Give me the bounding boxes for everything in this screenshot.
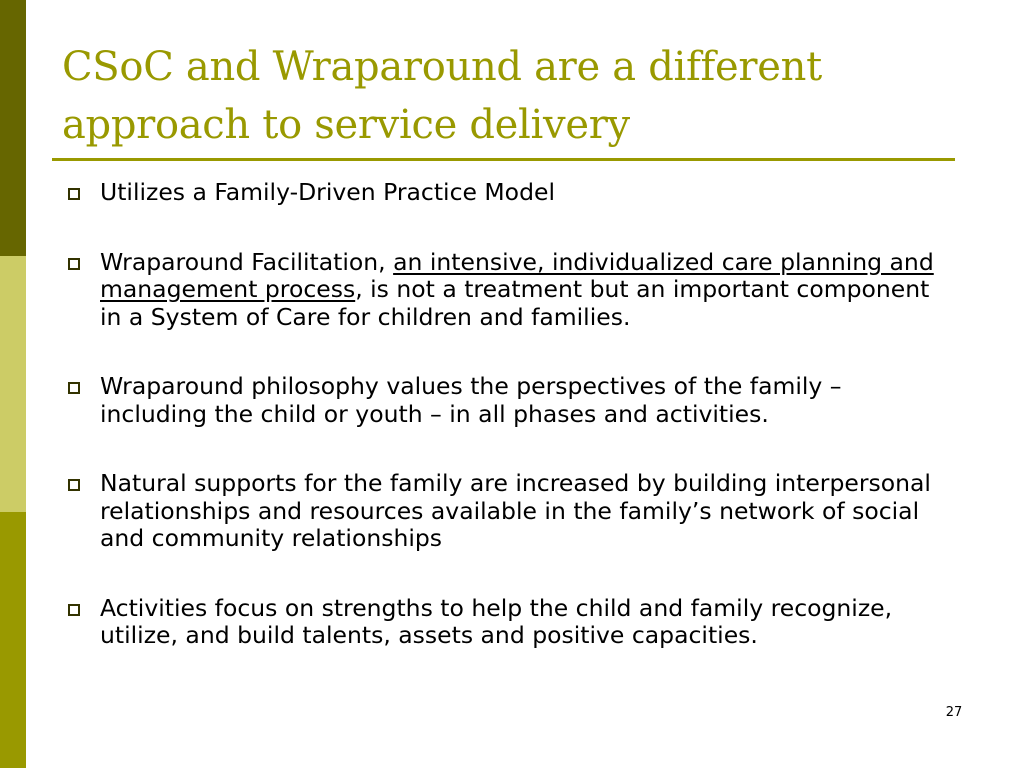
bullet-item-4 — [62, 470, 942, 553]
square-bullet-icon — [68, 258, 80, 270]
square-bullet-icon — [68, 382, 80, 394]
slide-title: CSoC and Wraparound are a different approach to service delivery — [62, 44, 822, 148]
bullet-text: Natural supports for the family are increased by building interpersonal relationships and resources available in the family’s network of social and community relationships — [100, 469, 931, 552]
accent-bar-bottom — [0, 512, 26, 768]
title-divider — [52, 158, 955, 161]
bullet-text: Utilizes a Family-Driven Practice Model — [100, 178, 555, 206]
bullet-item-5 — [62, 595, 942, 650]
accent-bar-top — [0, 0, 26, 256]
square-bullet-icon — [68, 604, 80, 616]
bullet-item-2 — [62, 249, 942, 332]
accent-bar-middle — [0, 256, 26, 512]
bullet-item-3 — [62, 373, 942, 428]
square-bullet-icon — [68, 188, 80, 200]
bullet-text-prefix: Wraparound Facilitation, — [100, 247, 394, 276]
square-bullet-icon — [68, 479, 80, 491]
bullet-list — [62, 179, 942, 650]
slide-number: 27 — [945, 705, 963, 720]
left-accent-bar — [0, 0, 26, 768]
bullet-text-underlined: an intensive, individualized care planning and management process — [100, 247, 934, 303]
bullet-text: Wraparound philosophy values the perspectives of the family – including the child or youth – in all phases and activities. — [100, 372, 842, 428]
bullet-item-1 — [62, 179, 942, 207]
bullet-text-suffix: , is not a treatment but an important component in a System of Care for children and families. — [100, 275, 930, 331]
bullet-text: Activities focus on strengths to help the child and family recognize, utilize, and build talents, assets and positive capacities. — [100, 593, 893, 649]
